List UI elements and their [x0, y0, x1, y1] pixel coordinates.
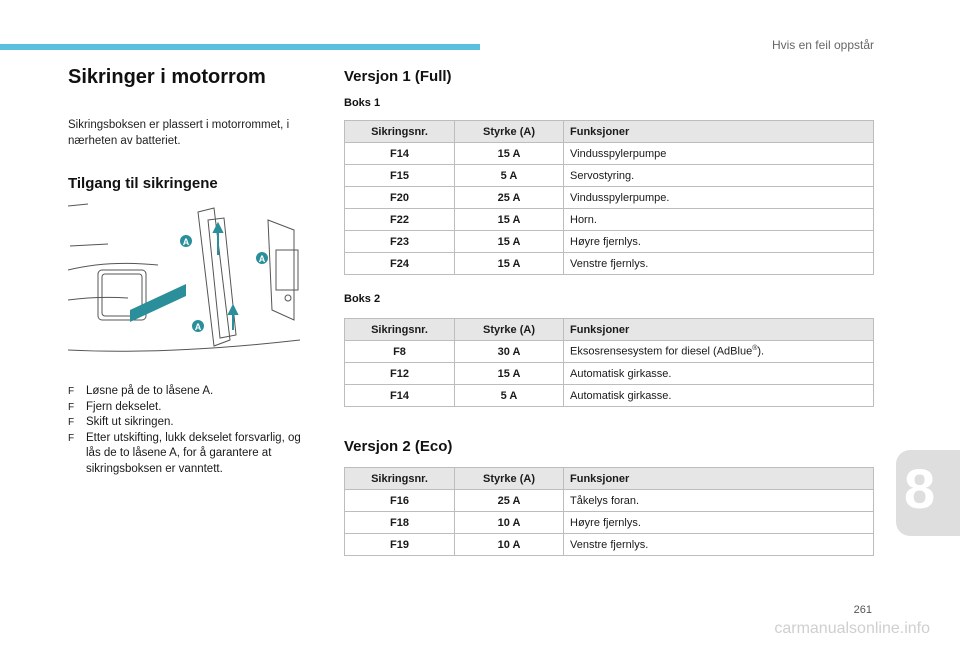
- steps-list: [68, 384, 318, 477]
- table-row: [345, 534, 874, 556]
- fuse-number: F24: [345, 253, 455, 275]
- col-header-function: Funksjoner: [564, 468, 874, 490]
- page-number: 261: [853, 604, 872, 616]
- bullet-icon: F: [68, 417, 75, 428]
- version2-table: [344, 467, 874, 556]
- fuse-number: F15: [345, 165, 455, 187]
- running-header: Hvis en feil oppstår: [771, 38, 874, 52]
- registered-mark: ®: [752, 345, 758, 353]
- top-accent-bar: [0, 44, 480, 50]
- fuse-rating: 15 A: [455, 231, 564, 253]
- fuse-rating: 25 A: [455, 490, 564, 512]
- access-subtitle: Tilgang til sikringene: [68, 175, 218, 192]
- table-row: [345, 253, 874, 275]
- col-header-fuse: Sikringsnr.: [345, 121, 455, 143]
- svg-text:A: A: [182, 237, 190, 247]
- col-header-rating: Styrke (A): [455, 468, 564, 490]
- table-row: [345, 363, 874, 385]
- fuse-rating: 10 A: [455, 534, 564, 556]
- fuse-function: Automatisk girkasse.: [564, 363, 874, 385]
- col-header-rating: Styrke (A): [455, 319, 564, 341]
- fuse-number: F23: [345, 231, 455, 253]
- version1-title: Versjon 1 (Full): [344, 68, 452, 85]
- col-header-fuse: Sikringsnr.: [345, 468, 455, 490]
- fuse-function: Venstre fjernlys.: [564, 534, 874, 556]
- fuse-rating: 15 A: [455, 363, 564, 385]
- fuse-function: Tåkelys foran.: [564, 490, 874, 512]
- fuse-function: Vindusspylerpumpe: [564, 143, 874, 165]
- step-text: Etter utskifting, lukk dekselet forsvarlig, og lås de to låsene A, for å garantere at sikringsboksen er vanntett.: [86, 431, 301, 475]
- callout-a-1: [180, 235, 192, 247]
- callout-a-2: [256, 252, 268, 264]
- fuse-function: Høyre fjernlys.: [564, 231, 874, 253]
- box2-title: Boks 2: [344, 293, 381, 305]
- fuse-function: Horn.: [564, 209, 874, 231]
- fuse-number: F18: [345, 512, 455, 534]
- chapter-tab: [896, 450, 960, 536]
- step-item: [68, 431, 318, 478]
- col-header-rating: Styrke (A): [455, 121, 564, 143]
- svg-text:A: A: [194, 322, 202, 332]
- step-text: Skift ut sikringen.: [86, 416, 174, 428]
- watermark: carmanualsonline.info: [774, 620, 930, 637]
- box1-title: Boks 1: [344, 97, 381, 109]
- fuse-rating: 15 A: [455, 143, 564, 165]
- step-item: [68, 384, 318, 400]
- table-row: [345, 209, 874, 231]
- fuse-number: F20: [345, 187, 455, 209]
- fuse-number: F14: [345, 143, 455, 165]
- table-row: [345, 231, 874, 253]
- fusebox-illustration: [68, 200, 300, 360]
- col-header-function: Funksjoner: [564, 121, 874, 143]
- version2-title: Versjon 2 (Eco): [344, 438, 453, 455]
- fuse-number: F12: [345, 363, 455, 385]
- step-item: [68, 415, 318, 431]
- fuse-function: Høyre fjernlys.: [564, 512, 874, 534]
- fuse-rating: 15 A: [455, 253, 564, 275]
- fuse-rating: 25 A: [455, 187, 564, 209]
- col-header-fuse: Sikringsnr.: [345, 319, 455, 341]
- box1-table: [344, 120, 874, 275]
- fuse-function: Servostyring.: [564, 165, 874, 187]
- step-item: [68, 400, 318, 416]
- fuse-rating: 5 A: [455, 385, 564, 407]
- fuse-function: Automatisk girkasse.: [564, 385, 874, 407]
- table-row: [345, 187, 874, 209]
- bullet-icon: F: [68, 386, 75, 397]
- fuse-rating: 30 A: [455, 341, 564, 363]
- step-text: Løsne på de to låsene A.: [86, 385, 214, 397]
- fuse-function-suffix: ).: [757, 345, 765, 358]
- table-row: [345, 490, 874, 512]
- fuse-rating: 15 A: [455, 209, 564, 231]
- table-row: [345, 341, 874, 363]
- fuse-number: F19: [345, 534, 455, 556]
- table-header-row: [345, 121, 874, 143]
- table-header-row: [345, 468, 874, 490]
- intro-text: Sikringsboksen er plassert i motorrommet, i nærheten av batteriet.: [68, 119, 290, 147]
- svg-text:A: A: [258, 254, 266, 264]
- bullet-icon: F: [68, 432, 75, 444]
- page-title: Sikringer i motorrom: [68, 66, 266, 88]
- fuse-number: F14: [345, 385, 455, 407]
- fuse-function-text: Eksosrensesystem for diesel (AdBlue: [570, 345, 753, 358]
- fuse-number: F22: [345, 209, 455, 231]
- table-row: [345, 512, 874, 534]
- fuse-number: F16: [345, 490, 455, 512]
- table-row: [345, 165, 874, 187]
- table-row: [345, 143, 874, 165]
- step-text: Fjern dekselet.: [86, 400, 162, 413]
- fuse-rating: 10 A: [455, 512, 564, 534]
- chapter-number: 8: [904, 457, 936, 520]
- bullet-icon: F: [68, 401, 75, 413]
- fuse-function: [564, 341, 874, 363]
- fuse-number: F8: [345, 341, 455, 363]
- table-header-row: [345, 319, 874, 341]
- fuse-rating: 5 A: [455, 165, 564, 187]
- box2-table: [344, 318, 874, 407]
- col-header-function: Funksjoner: [564, 319, 874, 341]
- table-row: [345, 385, 874, 407]
- fuse-function: Vindusspylerpumpe.: [564, 187, 874, 209]
- fuse-function: Venstre fjernlys.: [564, 253, 874, 275]
- callout-a-3: [192, 320, 204, 332]
